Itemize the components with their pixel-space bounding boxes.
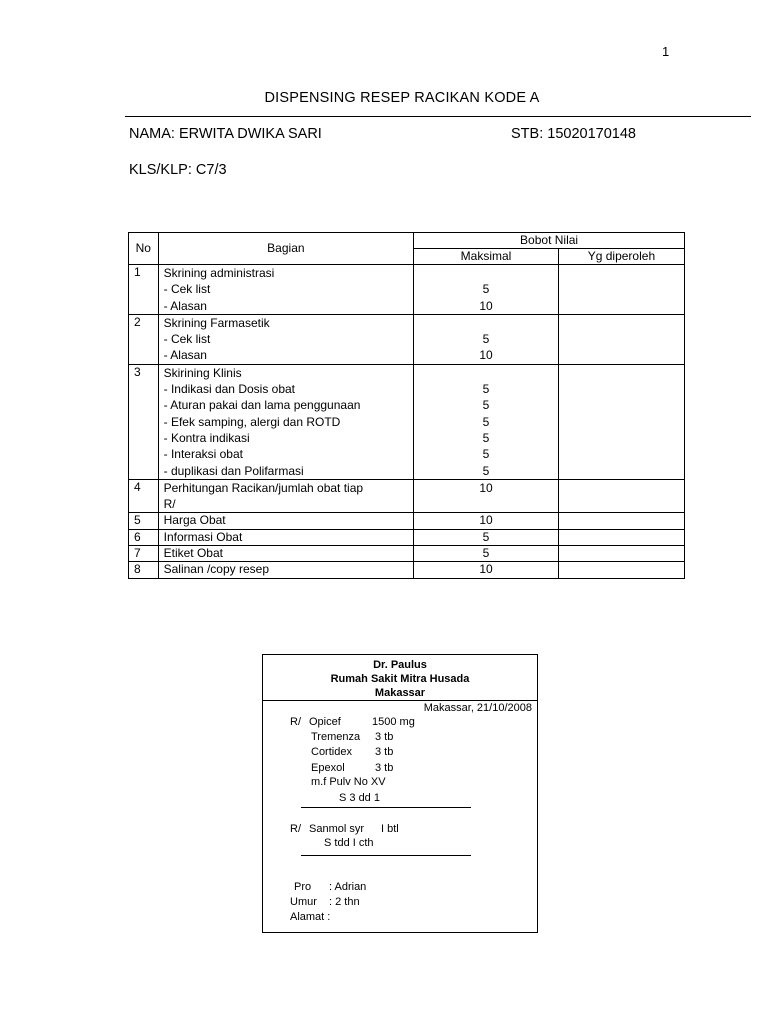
- max-value: [419, 496, 553, 512]
- table-row: [129, 479, 685, 513]
- hospital-name: Rumah Sakit Mitra Husada: [330, 673, 470, 685]
- bagian-line: Skrining administrasi: [163, 266, 275, 280]
- r1-item-name: Cortidex: [311, 746, 352, 758]
- title-underline: [125, 116, 751, 117]
- max-value: [419, 315, 553, 331]
- table-row: [129, 314, 685, 364]
- bagian-line: - Alasan: [163, 348, 207, 363]
- row-bagian: Salinan /copy resep: [158, 562, 414, 578]
- bagian-line: - Indikasi dan Dosis obat: [163, 382, 296, 397]
- row-bagian: [158, 364, 414, 479]
- bagian-line: Perhitungan Racikan/jumlah obat tiap: [163, 480, 364, 495]
- prescription-date: Makassar, 21/10/2008: [423, 702, 532, 714]
- bagian-line: Skirining Klinis: [163, 365, 242, 380]
- prescription-header: [263, 655, 537, 701]
- table-row: [129, 529, 685, 545]
- row-yg-diperoleh: [558, 314, 684, 364]
- r1-item-name: Epexol: [311, 762, 345, 774]
- row-maksimal: [414, 265, 559, 315]
- scoring-table: [128, 232, 685, 579]
- class-value: C7/3: [195, 162, 227, 178]
- r1-divider: [301, 807, 471, 808]
- row-yg-diperoleh: [558, 562, 684, 578]
- row-no: 7: [129, 546, 159, 562]
- name-value: ERWITA DWIKA SARI: [178, 126, 322, 142]
- max-value: 5: [482, 447, 490, 462]
- r1-item-name: Opicef: [309, 716, 341, 728]
- row-bagian: [158, 479, 414, 513]
- stb-value: 15020170148: [547, 126, 636, 142]
- table-row: [129, 546, 685, 562]
- row-bagian: [158, 265, 414, 315]
- row-no: 4: [129, 479, 159, 513]
- r2-divider: [301, 855, 471, 856]
- bagian-line: - Alasan: [163, 298, 207, 313]
- patient-umur-value: : 2 thn: [329, 896, 360, 908]
- max-value: 5: [482, 332, 490, 347]
- table-header-row: [129, 233, 685, 249]
- bagian-line: - Aturan pakai dan lama penggunaan: [163, 398, 361, 413]
- table-row: [129, 265, 685, 315]
- max-value: 10: [479, 298, 493, 313]
- header-maksimal: Maksimal: [414, 249, 559, 265]
- row-yg-diperoleh: [558, 479, 684, 513]
- bagian-line: - Cek list: [163, 332, 211, 347]
- bagian-line: - Cek list: [163, 282, 211, 297]
- doctor-name: Dr. Paulus: [373, 659, 427, 671]
- row-yg-diperoleh: [558, 513, 684, 529]
- student-stb: [511, 126, 636, 142]
- row-no: 3: [129, 364, 159, 479]
- prescription-box: [262, 654, 538, 933]
- patient-umur-label: Umur: [290, 896, 317, 908]
- max-value: [419, 265, 553, 281]
- row-no: 1: [129, 265, 159, 315]
- row-yg-diperoleh: [558, 265, 684, 315]
- student-name: [129, 126, 322, 142]
- bagian-line: R/: [163, 497, 176, 512]
- row-yg-diperoleh: [558, 529, 684, 545]
- patient-alamat-label: Alamat :: [290, 911, 331, 923]
- r2-item-qty: I btl: [381, 823, 399, 835]
- r2-prefix: R/: [290, 823, 301, 835]
- header-bobot: Bobot Nilai: [414, 233, 685, 249]
- max-value: 10: [479, 480, 493, 495]
- bagian-line: - duplikasi dan Polifarmasi: [163, 463, 304, 478]
- header-no: No: [129, 233, 159, 265]
- max-value: 10: [479, 348, 493, 363]
- max-value: 5: [482, 463, 490, 478]
- patient-pro-label: Pro: [294, 881, 312, 893]
- row-no: 8: [129, 562, 159, 578]
- row-bagian: Harga Obat: [158, 513, 414, 529]
- patient-pro-value: : Adrian: [329, 881, 367, 893]
- r1-prefix: R/: [290, 716, 301, 728]
- max-value: 5: [482, 398, 490, 413]
- row-bagian: Etiket Obat: [158, 546, 414, 562]
- r1-mf: m.f Pulv No XV: [311, 776, 386, 788]
- bagian-line: Skrining Farmasetik: [163, 315, 270, 330]
- page-number: 1: [662, 44, 670, 59]
- name-label: NAMA:: [129, 126, 175, 142]
- stb-label: STB:: [511, 126, 544, 142]
- row-no: 6: [129, 529, 159, 545]
- document-title: DISPENSING RESEP RACIKAN KODE A: [264, 90, 540, 106]
- row-maksimal: 10: [414, 562, 559, 578]
- bagian-line: - Kontra indikasi: [163, 430, 250, 445]
- header-yg-diperoleh: Yg diperoleh: [558, 249, 684, 265]
- max-value: 5: [482, 282, 490, 297]
- student-class: [129, 162, 227, 178]
- row-maksimal: 10: [414, 513, 559, 529]
- row-bagian: [158, 314, 414, 364]
- bagian-line: - Interaksi obat: [163, 447, 243, 462]
- max-value: 5: [482, 430, 490, 445]
- table-row: [129, 364, 685, 479]
- max-value: 5: [482, 414, 490, 429]
- row-no: 5: [129, 513, 159, 529]
- r1-item-dose: 1500 mg: [372, 716, 415, 728]
- row-maksimal: 5: [414, 546, 559, 562]
- table-row: [129, 513, 685, 529]
- table-row: [129, 562, 685, 578]
- max-value: [419, 365, 553, 381]
- header-bagian: Bagian: [158, 233, 414, 265]
- row-maksimal: [414, 479, 559, 513]
- hospital-city: Makassar: [374, 687, 426, 699]
- r1-item-dose: 3 tb: [375, 731, 394, 743]
- r2-signa: S tdd I cth: [324, 837, 374, 849]
- row-maksimal: [414, 314, 559, 364]
- class-label: KLS/KLP:: [129, 162, 192, 178]
- row-maksimal: [414, 364, 559, 479]
- row-maksimal: 5: [414, 529, 559, 545]
- max-value: 5: [482, 382, 490, 397]
- r1-item-dose: 3 tb: [375, 746, 394, 758]
- r1-item-dose: 3 tb: [375, 762, 394, 774]
- row-yg-diperoleh: [558, 364, 684, 479]
- r2-item-name: Sanmol syr: [309, 823, 365, 835]
- bagian-line: - Efek samping, alergi dan ROTD: [163, 414, 341, 429]
- row-bagian: Informasi Obat: [158, 529, 414, 545]
- r1-signa: S 3 dd 1: [339, 792, 380, 804]
- row-no: 2: [129, 314, 159, 364]
- row-yg-diperoleh: [558, 546, 684, 562]
- r1-item-name: Tremenza: [311, 731, 361, 743]
